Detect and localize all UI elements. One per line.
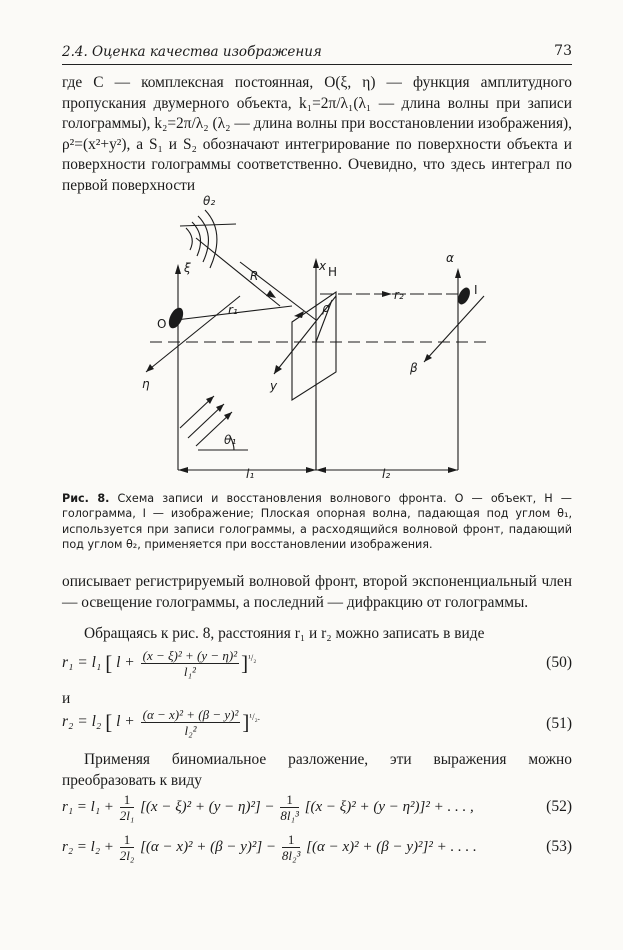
r-arrowhead xyxy=(266,290,276,298)
eq52-frac2-den: 8l₁³ xyxy=(280,808,299,823)
label-beta: β xyxy=(410,361,418,375)
eq53-frac2-den: 8l₂³ xyxy=(281,848,301,863)
eq53-mid: [(α − x)² + (β − y)²] − xyxy=(140,838,277,855)
reference-plane-wave-arrows xyxy=(180,396,248,450)
eq53-lhs: r₂ = l₂ + xyxy=(62,838,114,855)
eq52-tail: [(x − ξ)² + (y − η²)]² + . . . , xyxy=(304,798,474,815)
eta-axis xyxy=(146,296,240,372)
label-I: I xyxy=(474,283,478,297)
label-r2: r₂ xyxy=(394,288,404,302)
conjunction-and: и xyxy=(62,690,71,707)
xi-arrowhead xyxy=(175,264,181,274)
label-l1: l₁ xyxy=(246,467,255,481)
paragraph-distances: Обращаясь к рис. 8, расстояния r₁ и r₂ можно записать в виде xyxy=(84,625,485,642)
y-arrowhead xyxy=(274,365,282,374)
eq52-frac1-den: 2l₁ xyxy=(119,808,135,823)
eq52-lhs: r₁ = l₁ + xyxy=(62,798,114,815)
label-R: R xyxy=(250,269,259,283)
eq51-denominator: l₂² xyxy=(184,723,197,738)
equation-50: r₁ = l₁ [ l + $\frac{\text{(x − ξ)² + (y − η)²}}{\text{l₁²}}$ ]$^{^1/_2}$ (50) xyxy=(62,648,572,679)
label-alpha: α xyxy=(446,251,454,265)
beta-axis xyxy=(424,296,484,362)
eq52-number: (52) xyxy=(546,798,572,815)
paragraph-intro: где C — комплексная постоянная, O(ξ, η) — функция амплитудного пропускания двумерного объекта, k₁=2π/λ₁(λ₁ — длина волны при записи голограммы), k₂=2π/λ₂ (λ₂ — длина волны при восстановлении изображения), ρ²=(x²+y²), а S₁ и S₂ обозначают интегрирование по поверхности объекта и поверхности голограммы соответственно. Очевидно, что здесь интеграл по первой поверхности xyxy=(62,74,572,194)
paragraph-wavefront: описывает регистрируемый волновой фронт, второй экспоненциальный член — освещение голограммы, а последний — дифракцию от голограммы. xyxy=(62,573,572,611)
page-number: 73 xyxy=(554,43,572,59)
eq51-number: (51) xyxy=(546,715,572,732)
equation-53 xyxy=(62,832,572,868)
equation-52 xyxy=(62,792,572,828)
label-y: y xyxy=(270,379,278,393)
eq51-power: ¹/₂. xyxy=(249,711,260,722)
section-title: 2.4. Оценка качества изображения xyxy=(62,44,322,60)
figure-caption xyxy=(62,491,572,552)
reconstruction-source-waves xyxy=(180,210,280,306)
eq53-number: (53) xyxy=(546,838,572,855)
label-theta1: θ₁ xyxy=(224,433,237,447)
eq50-numerator: (x − ξ)² + (y − η)² xyxy=(142,648,238,663)
eq52-frac1-num: 1 xyxy=(120,792,135,808)
eq51-numerator: (α − x)² + (β − y)² xyxy=(142,707,239,722)
eq51-lhs: r₂ = l₂ xyxy=(62,713,102,731)
equation-51: r₂ = l₂ [ l + $\frac{\text{(α − x)² + (β − y)²}}{\text{l₂²}}$ ]$^{^1/_2.}$ (51) xyxy=(62,707,572,738)
label-O: O xyxy=(157,317,167,331)
label-x: x xyxy=(319,259,327,273)
l1-left-arrowhead xyxy=(178,467,188,473)
eq53-tail: [(α − x)² + (β − y)²]² + . . . . xyxy=(306,838,477,855)
label-H: H xyxy=(328,265,338,279)
eq52-mid: [(x − ξ)² + (y − η)²] − xyxy=(140,798,275,815)
label-theta2: θ₂ xyxy=(203,194,216,208)
label-l2: l₂ xyxy=(382,467,391,481)
eq52-frac2-num: 1 xyxy=(280,792,299,808)
l2-right-arrowhead xyxy=(448,467,458,473)
paragraph-binomial: Применяя биномиальное разложение, эти выражения можно преобразовать к виду xyxy=(62,751,572,789)
eq50-power: ¹/₂ xyxy=(248,652,257,663)
caption-label: Рис. 8. xyxy=(62,492,110,505)
label-rho: ρ xyxy=(322,301,330,315)
eq53-frac1-num: 1 xyxy=(120,832,135,848)
eq53-frac1-den: 2l₂ xyxy=(119,848,135,863)
label-r1: r₁ xyxy=(228,303,238,317)
eq50-lhs: r₁ = l₁ xyxy=(62,654,102,672)
label-xi: ξ xyxy=(184,261,191,275)
alpha-arrowhead xyxy=(455,268,461,278)
label-eta: η xyxy=(142,377,150,391)
object-blob xyxy=(166,305,186,330)
eq50-number: (50) xyxy=(546,654,572,671)
eq50-denominator: l₁² xyxy=(183,664,196,679)
caption-text: Схема записи и восстановления волнового фронта. O — объект, H — голограмма, I — изображение; Плоская опорная волна, падающая под углом θ₁, используется при записи голограммы, а расходящийся волновой фронт, падающий под углом θ₂, применяется при восстановлении изображения. xyxy=(62,492,572,551)
eq53-frac2-num: 1 xyxy=(282,832,301,848)
eta-arrowhead xyxy=(146,364,154,372)
